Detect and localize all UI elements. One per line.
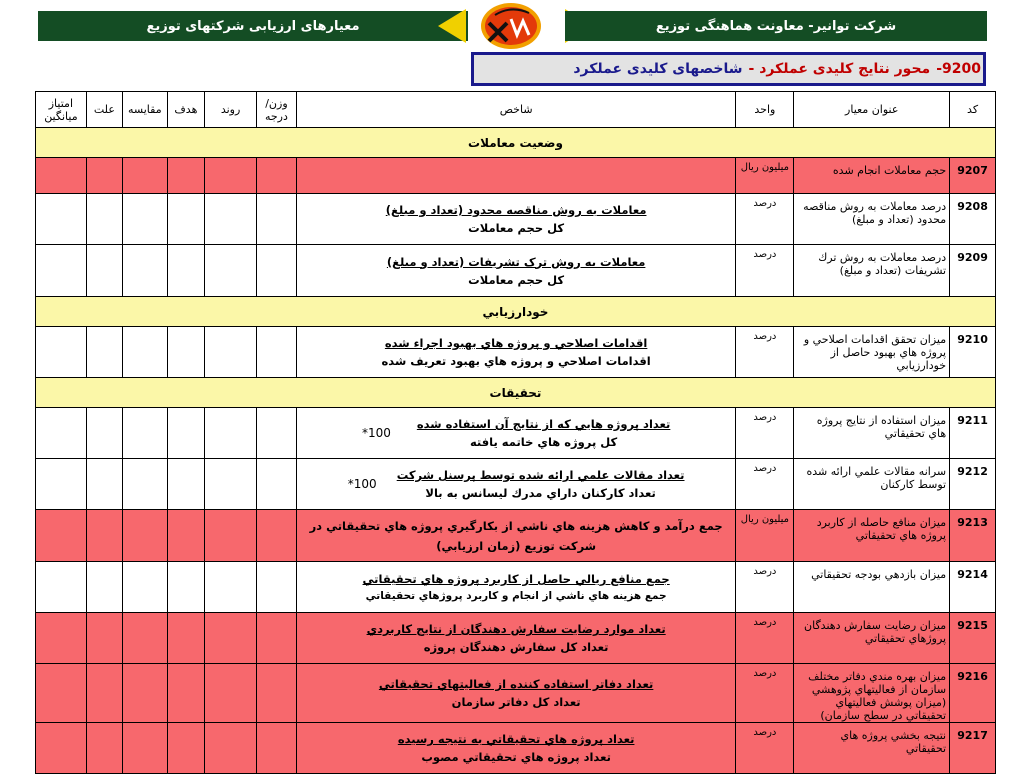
indicator-numerator: معاملات به روش مناقصه محدود (تعداد و مبلغ) xyxy=(385,203,647,217)
header-left-title: معيارهای ارزيابی شرکتهای توزيع xyxy=(146,18,360,34)
row-code: 9216 xyxy=(950,664,996,723)
row-code: 9210 xyxy=(950,327,996,378)
row-criterion: ميزان تحقق اقدامات اصلاحي و پروژه هاي بهبود حاصل از خودارزيابي xyxy=(794,327,950,378)
table-row xyxy=(36,664,996,723)
header-right-title: شرکت توانير- معاونت هماهنگی توزيع xyxy=(655,18,897,34)
row-code: 9209 xyxy=(950,245,996,297)
col-trend: روند xyxy=(205,92,257,128)
row-unit: ميليون ريال xyxy=(736,158,794,194)
col-code: کد xyxy=(950,92,996,128)
category-research: تحقيقات xyxy=(36,378,996,408)
table-row xyxy=(36,723,996,774)
indicator-denominator: كل پروژه هاي خاتمه يافته xyxy=(469,435,618,449)
row-indicator xyxy=(296,158,736,194)
col-weight: وزن/ درجه xyxy=(257,92,297,128)
row-criterion: ميزان استفاده از نتايج پروژه هاي تحقيقاتي xyxy=(794,408,950,459)
row-code: 9208 xyxy=(950,194,996,245)
row-indicator xyxy=(296,723,736,774)
indicator-denominator: اقدامات اصلاحي و پروژه هاي بهبود تعريف شده xyxy=(381,354,651,368)
col-compare: مقايسه xyxy=(123,92,168,128)
indicator-denominator: تعداد كاركنان داراي مدرك ليسانس به بالا xyxy=(425,486,656,500)
kpi-table xyxy=(35,91,996,774)
table-row xyxy=(36,562,996,613)
section-number: 9200- xyxy=(936,61,981,77)
indicator-denominator: تعداد پروژه هاي تحقيقاتي مصوب xyxy=(421,750,611,764)
indicator-numerator: معاملات به روش ترک تشريفات (تعداد و مبلغ) xyxy=(386,254,646,269)
row-criterion: حجم معاملات انجام شده xyxy=(794,158,950,194)
col-target: هدف xyxy=(167,92,204,128)
category-row xyxy=(36,128,996,158)
category-transactions: وضعيت معاملات xyxy=(36,128,996,158)
header-right-bar xyxy=(565,11,987,41)
row-unit: درصد xyxy=(736,613,794,664)
row-unit: درصد xyxy=(736,723,794,774)
indicator-numerator: تعداد مقالات علمي ارائه شده توسط پرسنل شركت xyxy=(396,468,685,482)
tavanir-logo-icon xyxy=(477,1,545,51)
row-indicator xyxy=(296,562,736,613)
indicator-numerator: جمع منافع ريالي حاصل از كاربرد پروژه هاي تحقيقاتي xyxy=(362,572,670,586)
indicator-numerator: تعداد پروژه هايي كه از نتايج آن استفاده شده xyxy=(416,417,671,431)
col-cause: علت xyxy=(86,92,122,128)
table-row xyxy=(36,158,996,194)
indicator-denominator: کل حجم معاملات xyxy=(468,221,565,235)
row-code: 9212 xyxy=(950,459,996,510)
table-row xyxy=(36,459,996,510)
section-name: شاخصهای کليدی عملکرد xyxy=(573,61,743,77)
row-indicator xyxy=(296,510,736,562)
row-indicator xyxy=(296,194,736,245)
row-criterion: ميزان منافع حاصله از كاربرد پروژه هاي تحقيقاتي xyxy=(794,510,950,562)
indicator-denominator: جمع هزينه هاي ناشي از انجام و كاربرد پروژهاي تحقيقاتي xyxy=(365,590,667,602)
arrow-left-icon xyxy=(438,9,466,43)
category-self-assessment: خودارزيابي xyxy=(36,297,996,327)
row-code: 9215 xyxy=(950,613,996,664)
row-code: 9213 xyxy=(950,510,996,562)
row-indicator xyxy=(296,613,736,664)
row-unit: درصد xyxy=(736,245,794,297)
row-unit: درصد xyxy=(736,194,794,245)
row-code: 9211 xyxy=(950,408,996,459)
row-criterion: درصد معاملات به روش ترك تشريفات (تعداد و مبلغ) xyxy=(794,245,950,297)
multiplier: 100* xyxy=(361,426,391,440)
indicator-denominator: تعداد كل دفاتر سازمان xyxy=(451,695,581,709)
header-left-bar xyxy=(38,11,468,41)
indicator-denominator: کل حجم معاملات xyxy=(468,272,565,287)
row-indicator xyxy=(296,245,736,297)
row-unit: درصد xyxy=(736,562,794,613)
indicator-numerator: تعداد دفاتر استفاده كننده از فعاليتهاي تحقيقاتي xyxy=(378,677,654,691)
table-row xyxy=(36,194,996,245)
indicator-numerator: تعداد موارد رضايت سفارش دهندگان از نتايج كاربردي xyxy=(366,622,666,636)
section-title xyxy=(471,52,986,86)
table-header-row xyxy=(36,92,996,128)
indicator-numerator: تعداد پروژه هاي تحقيقاتي به نتيجه رسيده xyxy=(397,732,635,746)
table-row xyxy=(36,245,996,297)
row-code: 9214 xyxy=(950,562,996,613)
row-criterion: ميزان بهره مندي دفاتر مختلف سازمان از فعاليتهاي پژوهشي (ميزان پوشش فعاليتهاي تحقيقاتي در سطح سازمان) xyxy=(794,664,950,723)
section-axis: محور نتايج کليدی عملکرد - xyxy=(748,61,931,77)
col-score: امتياز ميانگين xyxy=(36,92,87,128)
row-criterion: نتيجه بخشي پروژه هاي تحقيقاتي xyxy=(794,723,950,774)
category-row xyxy=(36,297,996,327)
table-row xyxy=(36,613,996,664)
row-unit: درصد xyxy=(736,327,794,378)
row-code: 9207 xyxy=(950,158,996,194)
row-criterion: ميزان بازدهي بودجه تحقيقاتي xyxy=(794,562,950,613)
col-criterion: عنوان معيار xyxy=(794,92,950,128)
row-criterion: ميزان رضايت سفارش دهندگان پروژهاي تحقيقاتي xyxy=(794,613,950,664)
row-indicator xyxy=(296,664,736,723)
row-criterion: سرانه مقالات علمي ارائه شده توسط كاركنان xyxy=(794,459,950,510)
row-indicator xyxy=(296,408,736,459)
row-unit: درصد xyxy=(736,664,794,723)
row-indicator xyxy=(296,459,736,510)
indicator-numerator: اقدامات اصلاحي و پروژه هاي بهبود اجراء شده xyxy=(384,336,648,350)
indicator-denominator: تعداد كل سفارش دهندگان پروژه xyxy=(423,640,609,654)
row-unit: درصد xyxy=(736,408,794,459)
multiplier: 100* xyxy=(347,477,377,491)
row-criterion: درصد معاملات به روش مناقصه محدود (تعداد و مبلغ) xyxy=(794,194,950,245)
row-code: 9217 xyxy=(950,723,996,774)
table-row xyxy=(36,408,996,459)
table-row xyxy=(36,510,996,562)
col-indicator: شاخص xyxy=(296,92,736,128)
category-row xyxy=(36,378,996,408)
indicator-text: جمع درآمد و كاهش هزينه هاي ناشي از بكارگيري پروژه هاي تحقيقاتي در شركت توزيع (زمان ارزيابي) xyxy=(309,518,723,553)
row-unit: درصد xyxy=(736,459,794,510)
table-row xyxy=(36,327,996,378)
row-indicator xyxy=(296,327,736,378)
row-unit: ميليون ريال xyxy=(736,510,794,562)
col-unit: واحد xyxy=(736,92,794,128)
